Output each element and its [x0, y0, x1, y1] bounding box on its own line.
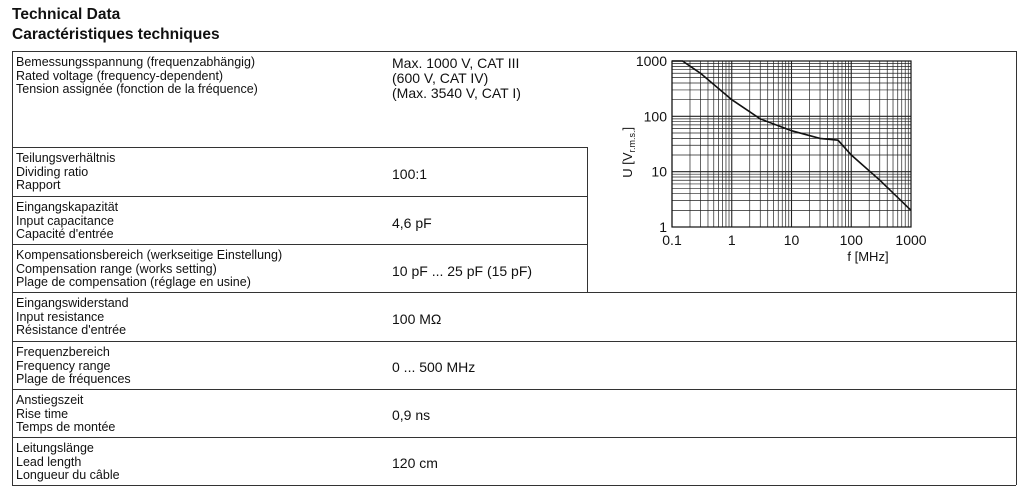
dividing-ratio-label: Teilungsverhältnis Dividing ratio Rapport [16, 151, 116, 192]
frequency-range-label: Frequenzbereich Frequency range Plage de fréquences [16, 345, 131, 386]
y-axis-label: U $[V_{r.m.s.}]$ [620, 126, 637, 178]
y-tick-label: 1 [659, 219, 667, 235]
rated-voltage-label: Bemessungsspannung (frequenzabhängig) Rated voltage (frequency-dependent) Tension assignée (fonction de la fréquence) [16, 55, 258, 96]
voltage-frequency-chart [612, 51, 942, 283]
chart-grid [672, 61, 911, 227]
x-tick-label: 1000 [895, 232, 927, 248]
lead-length-label: Leitungslänge Lead length Longueur du câble [16, 441, 120, 482]
compensation-range-value: 10 pF ... 25 pF (15 pF) [392, 263, 533, 279]
x-tick-labels [662, 232, 927, 248]
y-tick-label: 10 [651, 163, 667, 180]
rated-voltage-value: Max. 1000 V, CAT III (600 V, CAT IV) (Max. 3540 V, CAT I) [392, 55, 521, 101]
input-resistance-label: Eingangswiderstand Input resistance Résistance d'entrée [16, 296, 129, 337]
input-capacitance-label: Eingangskapazität Input capacitance Capacité d'entrée [16, 200, 119, 241]
x-tick-label: 0.1 [662, 232, 682, 248]
page-subtitle: Caractéristiques techniques [12, 26, 220, 43]
compensation-range-label: Kompensationsbereich (werkseitige Einstellung) Compensation range (works setting) Plage de compensation (réglage en usine) [16, 248, 283, 289]
rise-time-value: 0,9 ns [392, 407, 431, 423]
y-tick-labels [636, 53, 667, 235]
rise-time-label: Anstiegszeit Rise time Temps de montée [16, 393, 116, 434]
dividing-ratio-value: 100:1 [392, 166, 428, 182]
x-tick-label: 100 [839, 232, 863, 248]
input-capacitance-value: 4,6 pF [392, 215, 432, 231]
x-axis-label: f [MHz] [847, 249, 889, 264]
x-tick-label: 1 [727, 232, 736, 248]
y-tick-label: 1000 [635, 53, 667, 69]
x-tick-label: 10 [783, 232, 800, 248]
lead-length-value: 120 cm [392, 455, 438, 471]
page-title: Technical Data [12, 6, 121, 23]
frequency-range-value: 0 ... 500 MHz [392, 359, 476, 375]
input-resistance-value: 100 MΩ [392, 311, 442, 327]
y-tick-label: 100 [643, 108, 667, 125]
